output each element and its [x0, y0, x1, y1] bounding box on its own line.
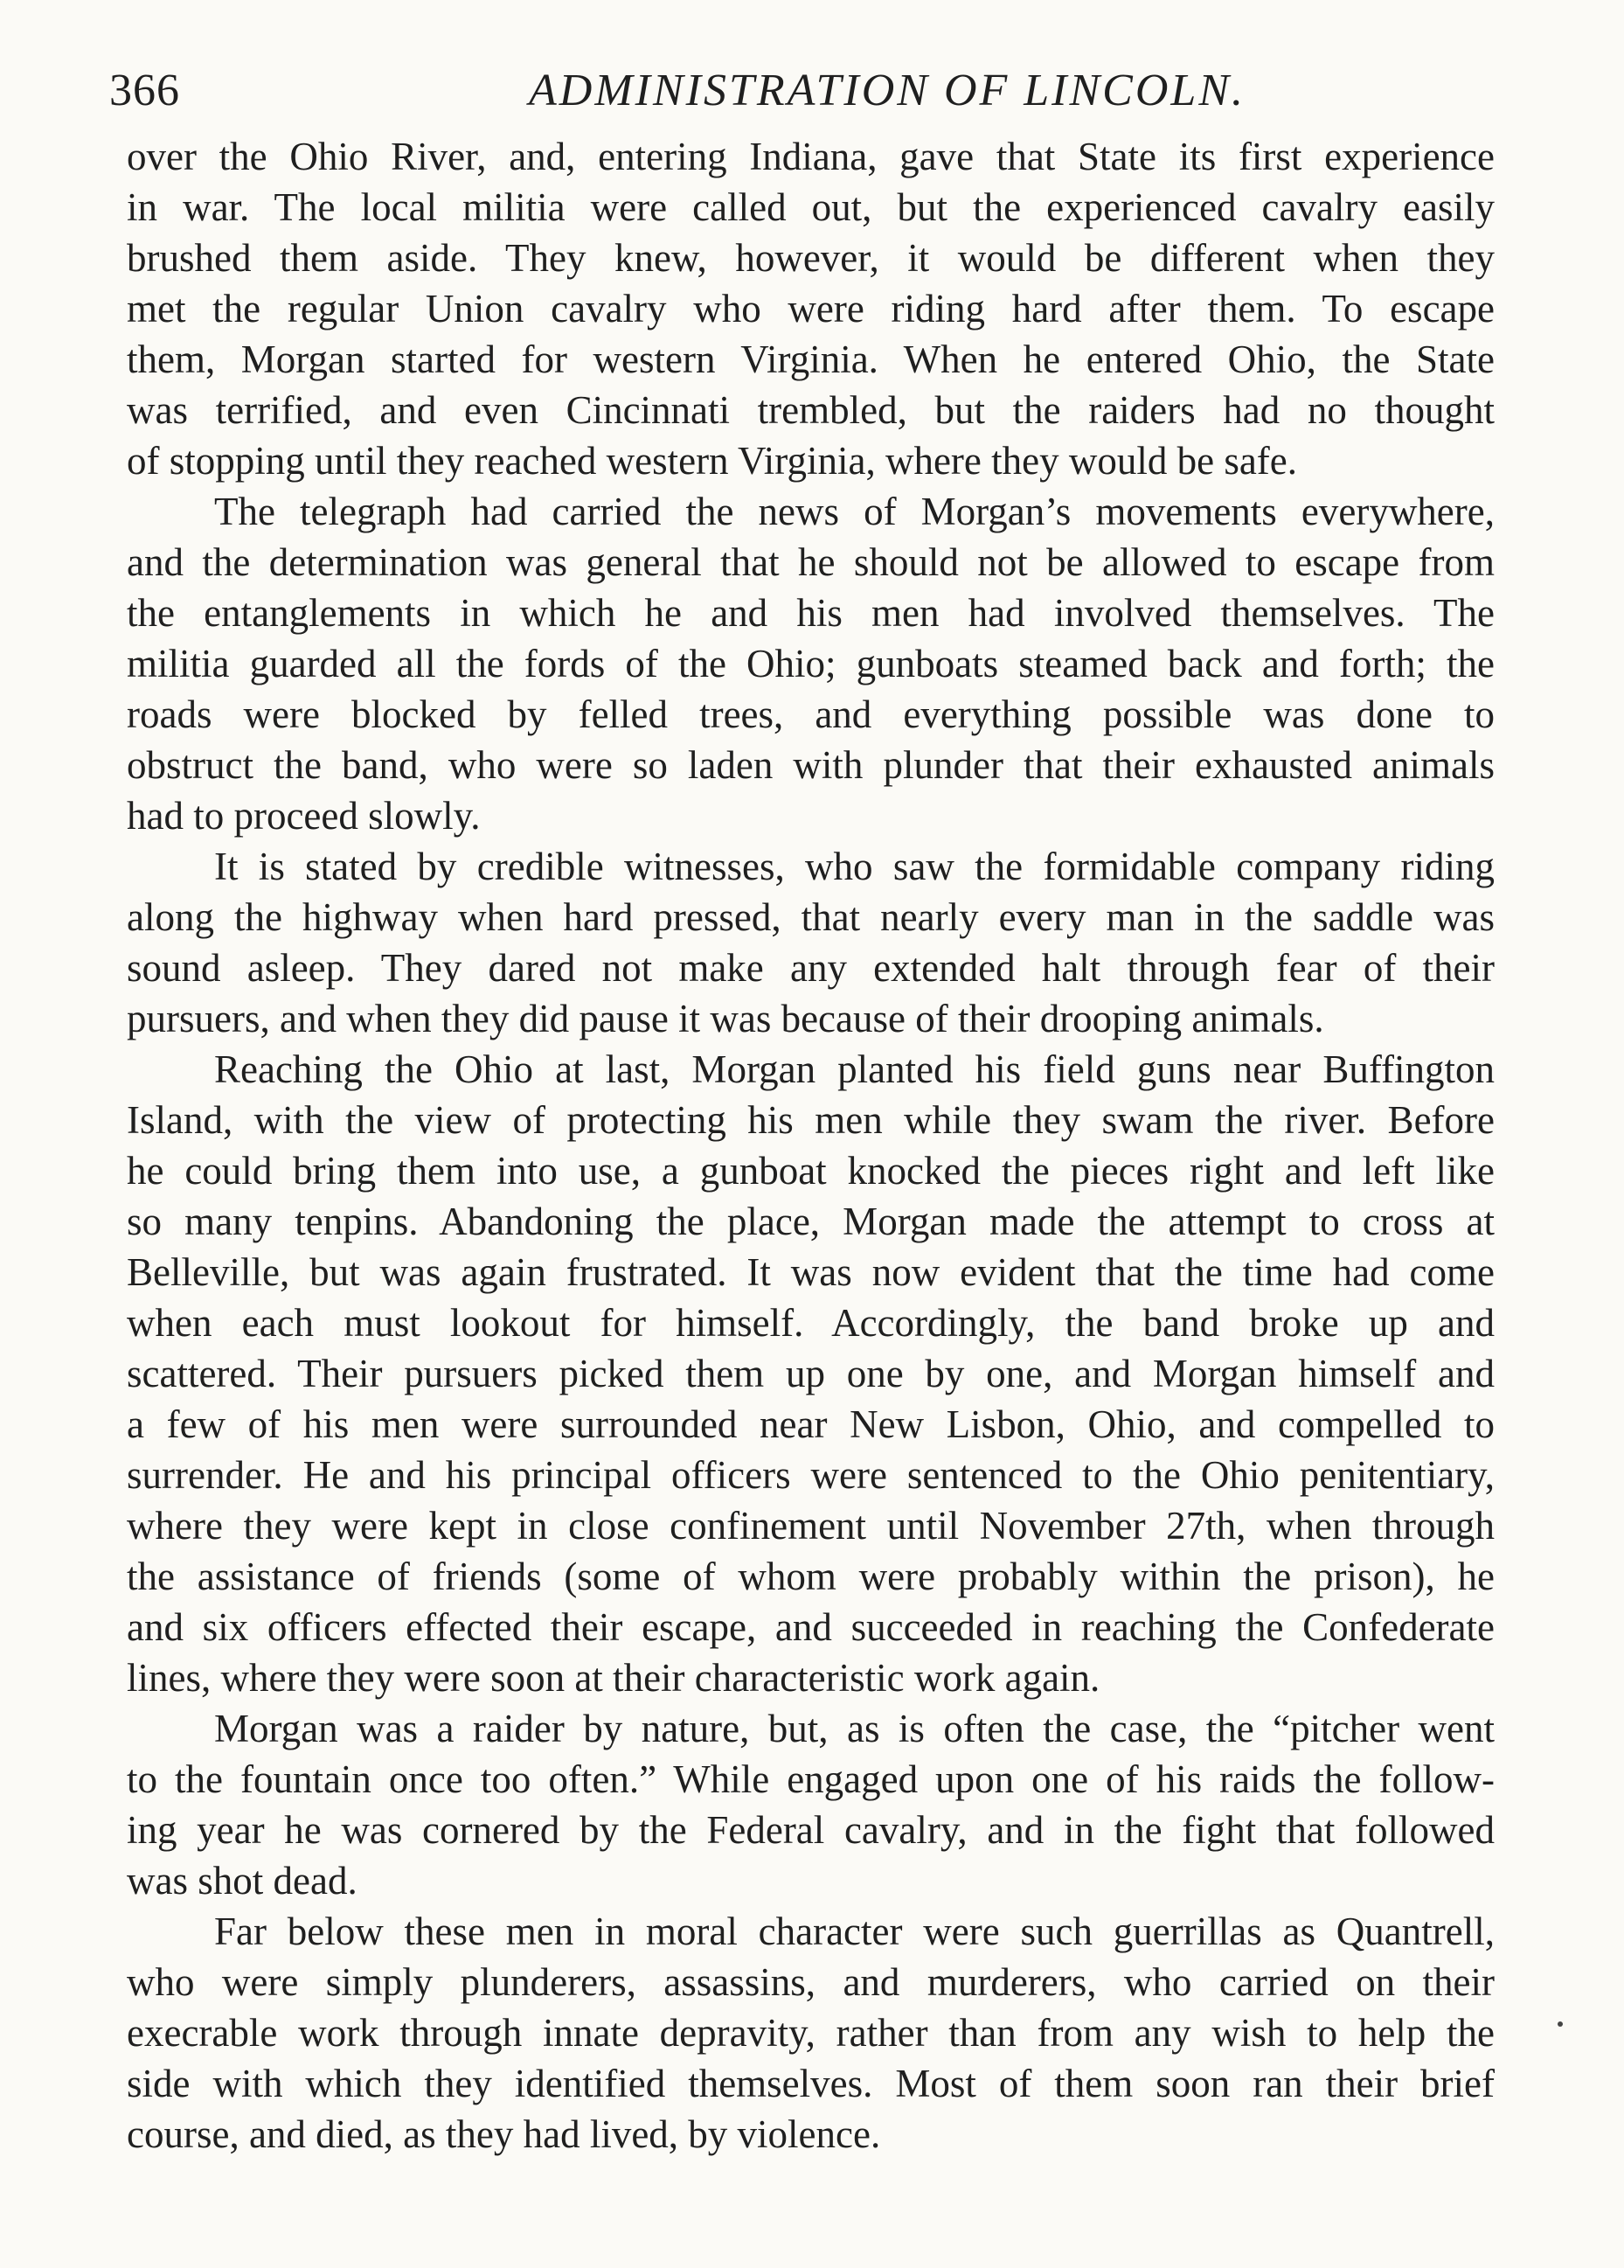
running-title: ADMINISTRATION OF LINCOLN. [529, 66, 1246, 115]
text-line: was shot dead. [127, 1859, 357, 1903]
text-line: side with which they identified themselves. Most of them soon ran their brief [127, 2062, 1495, 2105]
text-line: ing year he was cornered by the Federal cavalry, and in the fight that followed [127, 1808, 1495, 1852]
text-line: over the Ohio River, and, entering Indiana, gave that State its first experience [127, 135, 1495, 178]
text-line: Belleville, but was again frustrated. It was now evident that the time had come [127, 1250, 1495, 1294]
text-line: and the determination was general that he should not be allowed to escape from [127, 540, 1495, 584]
text-line: and six officers effected their escape, and succeeded in reaching the Confederate [127, 1605, 1495, 1649]
paragraph-6 [127, 1906, 1495, 2160]
text-line: Morgan was a raider by nature, but, as is often the case, the “pitcher went [214, 1707, 1495, 1750]
text-line: Reaching the Ohio at last, Morgan planted his field guns near Buffington [214, 1047, 1495, 1091]
text-line: met the regular Union cavalry who were riding hard after them. To escape [127, 287, 1495, 330]
text-line: brushed them aside. They knew, however, it would be different when they [127, 236, 1495, 280]
body-text [127, 131, 1495, 2160]
paragraph-2 [127, 486, 1495, 841]
text-line: Island, with the view of protecting his men while they swam the river. Before [127, 1098, 1495, 1142]
text-line: roads were blocked by felled trees, and everything possible was done to [127, 692, 1495, 736]
text-line: who were simply plunderers, assassins, and murderers, who carried on their [127, 1960, 1495, 2004]
page-number: 366 [109, 66, 180, 115]
text-line: surrender. He and his principal officers were sentenced to the Ohio penitentiary, [127, 1453, 1495, 1497]
text-line: pursuers, and when they did pause it was because of their drooping animals. [127, 997, 1324, 1040]
text-line: was terrified, and even Cincinnati trembled, but the raiders had no thought [127, 388, 1495, 432]
text-line: of stopping until they reached western Virginia, where they would be safe. [127, 439, 1298, 483]
text-line: the assistance of friends (some of whom were probably within the prison), he [127, 1555, 1495, 1598]
text-line: had to proceed slowly. [127, 794, 481, 838]
text-line: them, Morgan started for western Virginia. When he entered Ohio, the State [127, 337, 1495, 381]
text-line: the entanglements in which he and his men had involved themselves. The [127, 591, 1495, 635]
paragraph-4 [127, 1044, 1495, 1703]
paragraph-3 [127, 841, 1495, 1044]
text-line: Far below these men in moral character were such guerrillas as Quantrell, [214, 1910, 1495, 1953]
text-line: where they were kept in close confinement until November 27th, when through [127, 1504, 1495, 1548]
text-line: he could bring them into use, a gunboat knocked the pieces right and left like [127, 1149, 1495, 1193]
text-line: execrable work through innate depravity, rather than from any wish to help the [127, 2011, 1495, 2055]
text-line: lines, where they were soon at their characteristic work again. [127, 1656, 1100, 1700]
text-line: It is stated by credible witnesses, who saw the formidable company riding [214, 845, 1495, 888]
text-line: to the fountain once too often.” While engaged upon one of his raids the follow- [127, 1757, 1495, 1801]
text-line: militia guarded all the fords of the Ohio; gunboats steamed back and forth; the [127, 642, 1495, 685]
text-line: The telegraph had carried the news of Morgan’s movements everywhere, [214, 490, 1495, 533]
text-line: in war. The local militia were called out, but the experienced cavalry easily [127, 185, 1495, 229]
text-line: so many tenpins. Abandoning the place, Morgan made the attempt to cross at [127, 1200, 1495, 1243]
text-line: scattered. Their pursuers picked them up one by one, and Morgan himself and [127, 1352, 1495, 1395]
running-head [109, 52, 1515, 122]
paragraph-5 [127, 1703, 1495, 1906]
text-line: when each must lookout for himself. Accordingly, the band broke up and [127, 1301, 1495, 1345]
text-line: a few of his men were surrounded near New Lisbon, Ohio, and compelled to [127, 1402, 1495, 1446]
text-line: sound asleep. They dared not make any extended halt through fear of their [127, 946, 1495, 990]
paragraph-1 [127, 131, 1495, 486]
print-speck [1558, 2021, 1563, 2027]
text-line: obstruct the band, who were so laden with plunder that their exhausted animals [127, 743, 1495, 787]
text-line: course, and died, as they had lived, by violence. [127, 2112, 881, 2156]
text-line: along the highway when hard pressed, that nearly every man in the saddle was [127, 895, 1495, 939]
